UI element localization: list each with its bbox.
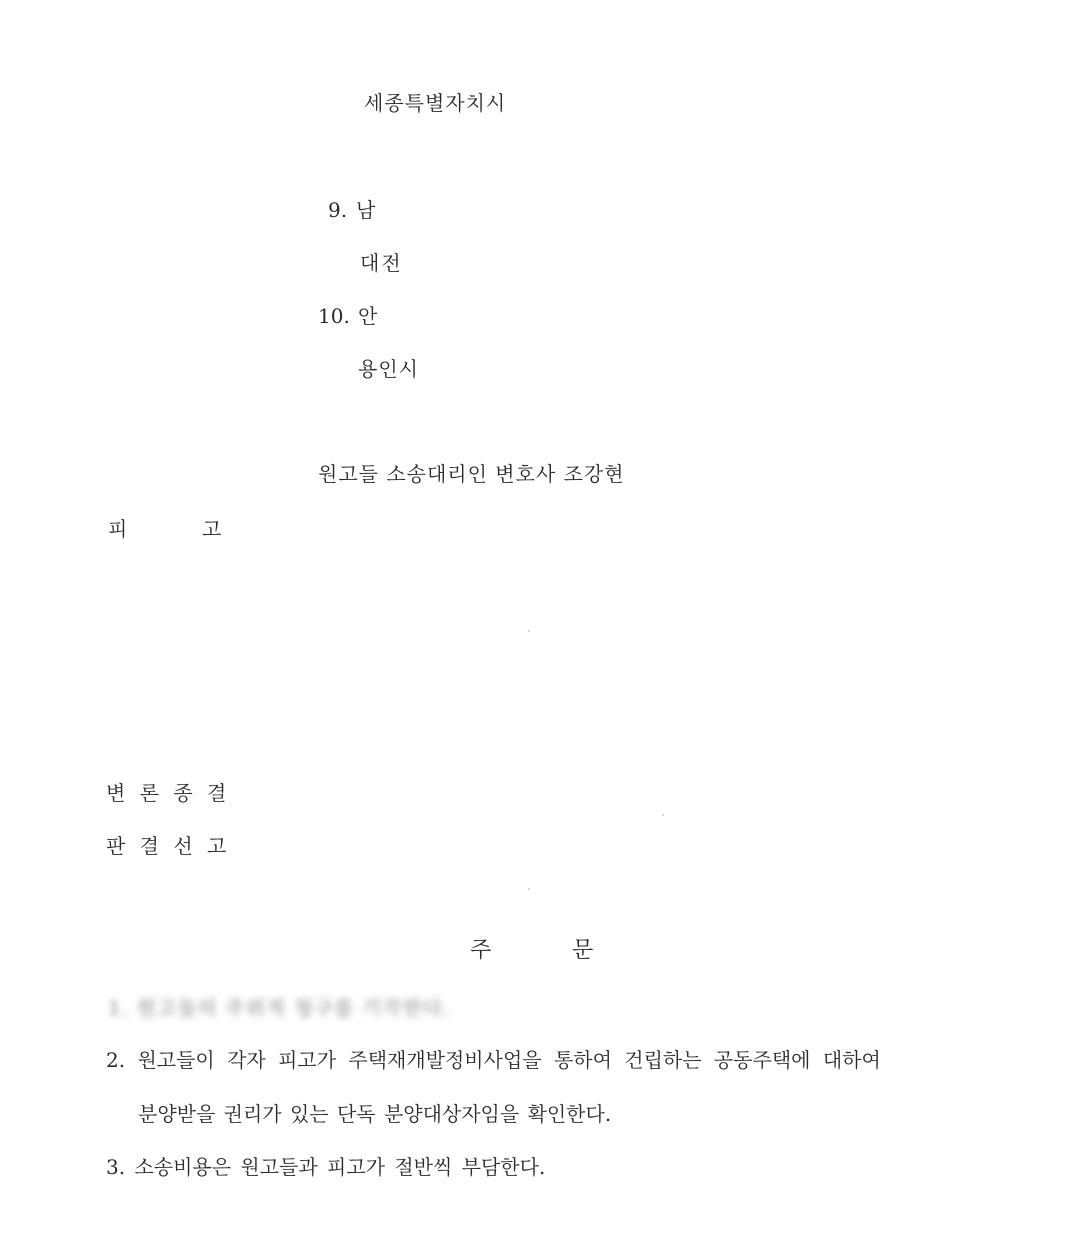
plaintiff-9-address: 대전 <box>360 251 403 275</box>
order-item-3: 3. 소송비용은 원고들과 피고가 절반씩 부담한다. <box>106 1155 546 1179</box>
order-item-2-line-2: 분양받을 권리가 있는 단독 분양대상자임을 확인한다. <box>138 1102 612 1126</box>
plaintiff-10-number: 10. <box>318 304 350 328</box>
judgment-date-label: 판 결 선 고 <box>106 834 231 858</box>
plaintiff-10-name: 안 <box>358 304 378 328</box>
paper-speck <box>528 630 530 632</box>
defendant-label-char-2: 고 <box>202 517 222 541</box>
plaintiff-10-address: 용인시 <box>358 357 419 381</box>
paper-speck <box>528 888 530 890</box>
closing-argument-date-label: 변 론 종 결 <box>106 781 231 805</box>
order-item-2-line-1: 2. 원고들이 각자 피고가 주택재개발정비사업을 통하여 건립하는 공동주택에 대하여 <box>106 1048 881 1072</box>
paper-speck <box>662 814 664 816</box>
address-line-sejong: 세종특별자치시 <box>364 91 507 115</box>
order-item-1-redacted: 1. 원고들의 주위적 청구를 기각한다. <box>108 996 451 1020</box>
order-title-char-2: 문 <box>572 938 594 963</box>
plaintiff-counsel: 원고들 소송대리인 변호사 조강현 <box>318 462 625 486</box>
order-title-char-1: 주 <box>470 938 492 963</box>
plaintiff-9-number: 9. <box>328 198 348 222</box>
plaintiff-9-name: 남 <box>356 198 376 222</box>
defendant-label-char-1: 피 <box>108 517 128 541</box>
